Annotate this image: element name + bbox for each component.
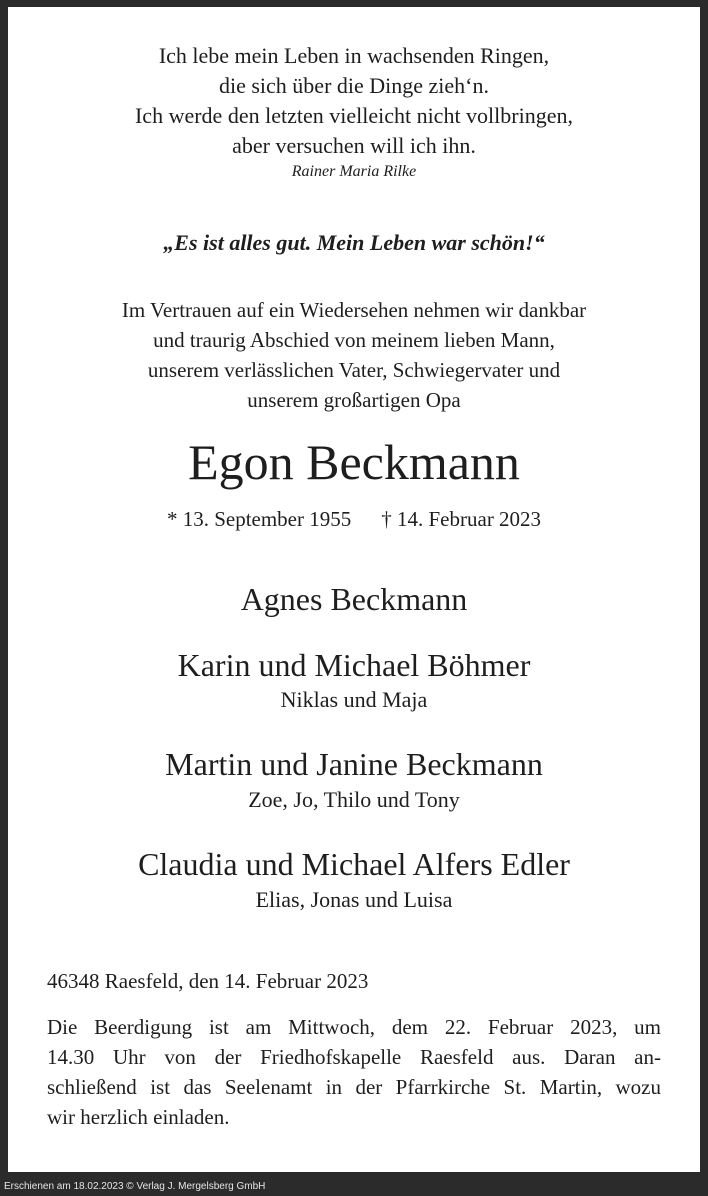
poem-line: aber versuchen will ich ihn. [232,133,476,158]
quote: „Es ist alles gut. Mein Leben war schön!“ [163,230,545,255]
place-date: 46348 Raesfeld, den 14. Februar 2023 [47,969,369,993]
family-names: Martin und Janine Beckmann [165,746,543,782]
intro-line: und traurig Abschied von meinem lieben Mann, [153,328,555,352]
intro-line: Im Vertrauen auf ein Wiedersehen nehmen wir dankbar [121,298,587,322]
family-names: Karin und Michael Böhmer [177,647,531,683]
poem [0,41,708,161]
funeral-line: wir herzlich einladen. [47,1105,230,1129]
poem-line: die sich über die Dinge zieh‘n. [218,73,489,98]
intro-line: unserem verlässlichen Vater, Schwiegervater und [147,358,561,382]
family-children: Elias, Jonas und Luisa [255,887,453,912]
funeral-line: schließend ist das Seelenamt in der Pfarrkirche St. Martin, wozu [47,1075,661,1099]
funeral-line: 14.30 Uhr von der Friedhofskapelle Raesfeld aus. Daran an- [47,1045,661,1069]
birth-date: * 13. September 1955 [166,507,352,531]
publication-footer: Erschienen am 18.02.2023 © Verlag J. Mergelsberg GmbH [4,1181,266,1192]
deceased-name: Egon Beckmann [188,434,520,490]
poem-author: Rainer Maria Rilke [291,163,417,180]
family-children: Zoe, Jo, Thilo und Tony [248,787,460,812]
funeral-info [47,1012,661,1132]
intro-text [0,295,708,415]
family-names: Claudia und Michael Alfers Edler [138,846,570,882]
poem-line: Ich lebe mein Leben in wachsenden Ringen, [158,43,550,68]
funeral-line: Die Beerdigung ist am Mittwoch, dem 22. Februar 2023, um [47,1015,661,1039]
family-children: Niklas und Maja [280,687,428,712]
family-names: Agnes Beckmann [240,581,468,617]
poem-line: Ich werde den letzten vielleicht nicht vollbringen, [134,103,573,128]
life-dates [0,505,708,533]
death-date: † 14. Februar 2023 [381,507,542,531]
intro-line: unserem großartigen Opa [247,388,461,412]
